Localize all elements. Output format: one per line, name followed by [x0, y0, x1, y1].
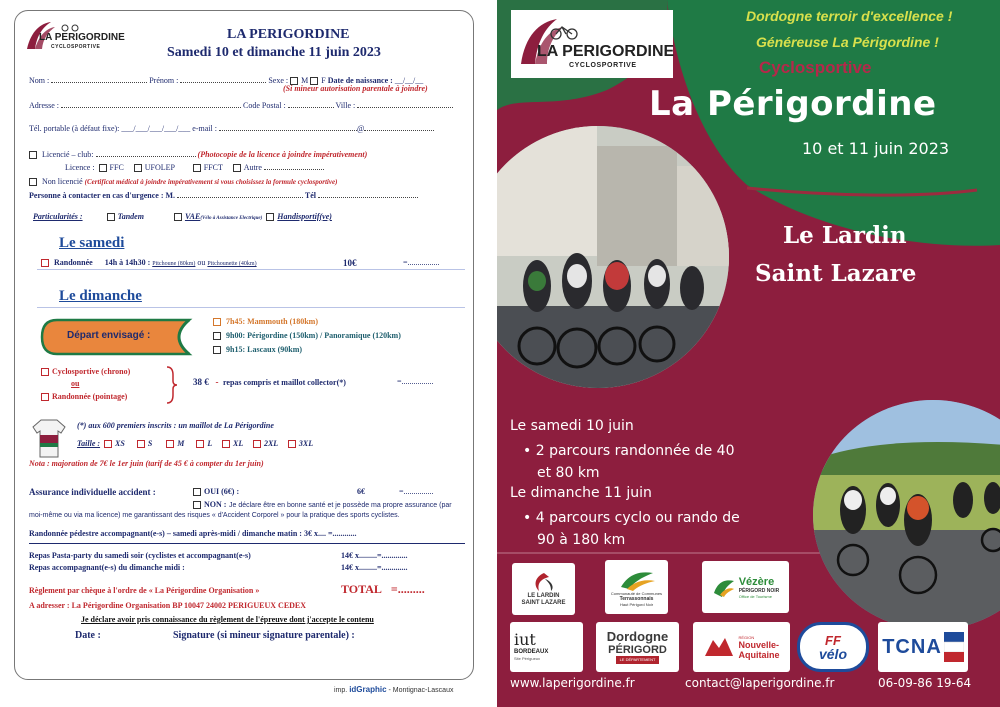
ufolep-label: UFOLEP [144, 163, 175, 172]
dimanche-ou: ou [71, 379, 80, 388]
samedi-title: Le samedi 10 juin [510, 418, 634, 434]
imprint-prefix: imp. [334, 687, 348, 694]
imprint [334, 685, 453, 694]
repas1-label: Repas Pasta-party du samedi soir (cyclistes et accompagnant(e-s) [29, 551, 251, 560]
ville-label: Ville : [335, 101, 356, 110]
option-perigordine [213, 331, 401, 340]
perigordine-text: Périgordine (150km) / Panoramique (120km) [247, 331, 401, 340]
assurance-oui-label: OUI (6€) : [204, 487, 240, 496]
bicycle-icon [549, 24, 579, 40]
prenom-field[interactable] [180, 74, 266, 83]
slogan-2: Généreuse La Périgordine ! [756, 34, 939, 50]
particularites-row [33, 212, 332, 221]
repas-rule [29, 543, 465, 544]
sexe-m-label: M [301, 76, 309, 85]
brochure-logo-name: LA PERIGORDINE [537, 43, 675, 60]
jersey-icon [31, 417, 67, 464]
size-l-checkbox[interactable] [196, 440, 204, 448]
samedi-ou: ou [197, 258, 206, 267]
form-logo-sub: CYCLOSPORTIVE [51, 44, 101, 50]
autre-field[interactable] [264, 161, 324, 170]
sponsor-ff-velo [797, 622, 869, 672]
sponsor-terrassonnais [605, 560, 668, 614]
size-2xl-label: 2XL [263, 439, 278, 448]
nom-label: Nom : [29, 76, 50, 85]
certificate-note: (Certificat médical à joindre impérativement si vous choisissez la formule cyclosportive) [84, 178, 338, 186]
brochure-logo-sub: CYCLOSPORTIVE [569, 62, 637, 69]
pitchoune-label: Pitchoune (80km) [152, 261, 196, 267]
prenom-label: Prénom : [149, 76, 179, 85]
majoration-note: Nota : majoration de 7€ le 1er juin (tarif de 45 € à compter du 1er juin) [29, 459, 264, 468]
pitchounette-label: Pitchounette (40km) [207, 261, 257, 267]
samedi-rule [37, 269, 465, 270]
ffct-label: FFCT [203, 163, 223, 172]
region-line3: Aquitaine [738, 649, 780, 660]
samedi-row [41, 258, 257, 267]
total-field[interactable]: =......... [390, 582, 425, 596]
iut-line3: Site Périgueux [514, 656, 541, 661]
assurance-total-field[interactable]: =............... [399, 487, 434, 496]
ville-field[interactable] [357, 99, 453, 108]
handisport-checkbox[interactable] [266, 213, 274, 221]
sponsor-iut [510, 622, 583, 672]
dimanche-total-field[interactable]: =................ [397, 377, 434, 386]
emergency-tel-field[interactable] [318, 189, 418, 198]
autre-checkbox[interactable] [233, 164, 241, 172]
dimanche-heading: Le dimanche [59, 288, 142, 304]
lascaux-checkbox[interactable] [213, 346, 221, 354]
imprint-suffix: - Montignac-Lascaux [388, 687, 454, 694]
ffc-checkbox[interactable] [99, 164, 107, 172]
mammouth-time: 7h45: [226, 317, 246, 326]
maillot-note: (*) aux 600 premiers inscrits : un maillot de La Périgordine [77, 421, 274, 430]
cp-label: Code Postal : [243, 101, 286, 110]
le-lardin-logo-icon [529, 571, 559, 593]
size-l-label: L [207, 439, 213, 448]
rando-accompagnant-row: Randonnée pédestre accompagnant(e-s) – samedi après-midi / dimanche matin : 3€ x.... =............ [29, 529, 357, 538]
samedi-randonnee-label: Randonnée [54, 258, 93, 267]
perigordine-time: 9h00: [226, 331, 246, 340]
samedi-randonnee-checkbox[interactable] [41, 259, 49, 267]
size-xl-checkbox[interactable] [222, 440, 230, 448]
lascaux-time: 9h15: [226, 345, 246, 354]
contact-row [29, 122, 434, 133]
non-licencie-label: Non licencié [42, 177, 83, 186]
tandem-checkbox[interactable] [107, 213, 115, 221]
repas2-label: Repas accompagnant(e-s) du dimanche midi : [29, 563, 185, 572]
reglement-note: Règlement par chèque à l'ordre de « La Périgordine Organisation » [29, 586, 260, 595]
terrassonnais-line3: Haut Périgord Noir [619, 602, 654, 607]
ffvelo-line1: FF [825, 632, 841, 648]
dimanche-price-note: repas compris et maillot collector(*) [223, 378, 346, 387]
licencie-checkbox[interactable] [29, 151, 37, 159]
dordogne-line3: LE DÉPARTEMENT [616, 656, 660, 664]
phone-number: 06-09-86 19-64 [878, 676, 972, 690]
assurance-oui-checkbox[interactable] [193, 488, 201, 496]
imprint-brand: idGraphic [349, 685, 387, 694]
size-xs-label: XS [115, 439, 125, 448]
handisport-label: Handisportif(ve) [277, 212, 332, 221]
location-2: Saint Lazare [755, 260, 917, 287]
adresser-note: A adresser : La Périgordine Organisation BP 10047 24002 PERIGUEUX CEDEX [29, 601, 307, 610]
terrassonnais-logo-icon [617, 567, 657, 591]
assurance-label: Assurance individuelle accident : [29, 487, 156, 497]
form-logo-name: LA PERIGORDINE [39, 32, 125, 43]
mammouth-checkbox[interactable] [213, 318, 221, 326]
samedi-total-field[interactable]: =................ [403, 258, 440, 267]
tcna-flag-icon [944, 632, 964, 662]
assurance-price: 6€ [357, 487, 365, 496]
iut-line1: iut [514, 630, 536, 649]
location-1: Le Lardin [783, 222, 907, 249]
nom-field[interactable] [51, 74, 147, 83]
option-lascaux [213, 345, 302, 354]
sexe-label: Sexe : [268, 76, 289, 85]
registration-form [14, 10, 474, 680]
dimanche-price-row [193, 377, 346, 387]
cyclo-checkbox[interactable] [41, 368, 49, 376]
licence-label: Licence : [65, 163, 95, 172]
email-field[interactable] [219, 122, 357, 131]
kicker: Cyclosportive [759, 58, 872, 77]
naissance-label: Date de naissance : [327, 76, 393, 85]
club-label: Licencié – club: [42, 150, 94, 159]
declaration: Je déclare avoir pris connaissance du règlement de l'épreuve dont j'accepte le contenu [81, 615, 374, 624]
dimanche-rule [37, 307, 465, 308]
assurance-non-text: Je déclare être en bonne santé et je possède ma propre assurance (par moi-même ou via ma licence) me garantissant des risques « d'Accident Corporel » pour la pratique des sports cyclistes. [29, 502, 452, 519]
taille-row [77, 439, 313, 448]
ffvelo-line2: vélo [818, 645, 847, 662]
form-title: LA PERIGORDINE [227, 27, 350, 42]
brochure [497, 0, 1000, 707]
minor-note: (Si mineur autorisation parentale à joindre) [283, 84, 428, 93]
tcna-line1: TCNA [882, 635, 942, 658]
adresse-label: Adresse : [29, 101, 59, 110]
ufolep-checkbox[interactable] [134, 164, 142, 172]
email-domain-field[interactable] [364, 122, 434, 131]
vae-label: VAE [184, 212, 201, 221]
cyclo-row [41, 367, 130, 376]
repas2-price: 14€ x.........=............. [341, 563, 408, 572]
vezere-line1: Vézère [738, 575, 775, 588]
brochure-title: La Périgordine [649, 84, 937, 124]
samedi-bullet-text: 2 parcours randonnée de 40 et 80 km [535, 443, 735, 481]
assurance-non-label: NON : [204, 500, 227, 509]
le-lardin-line1: LE LARDIN [527, 593, 560, 599]
vezere-logo-icon [712, 575, 736, 599]
samedi-heading: Le samedi [59, 235, 125, 251]
size-s-checkbox[interactable] [137, 440, 145, 448]
adresse-field[interactable] [61, 99, 241, 108]
dimanche-dash: - [215, 377, 219, 387]
club-field[interactable] [96, 148, 196, 157]
dimanche-title: Le dimanche 11 juin [510, 485, 652, 501]
vae-note: (Vélo à Assistance Electrique) [200, 216, 263, 221]
repas1-price: 14€ x.........=............. [341, 551, 408, 560]
size-s-label: S [147, 439, 153, 448]
vae-checkbox[interactable] [174, 213, 182, 221]
dordogne-line2: PÉRIGORD [608, 644, 667, 656]
sponsor-le-lardin [512, 563, 575, 615]
brochure-logo-icon [517, 14, 567, 70]
rando-label: Randonnée (pointage) [52, 392, 128, 401]
size-2xl-checkbox[interactable] [253, 440, 261, 448]
assurance-oui-row [193, 487, 239, 496]
tel-label: Tél. portable (à défaut fixe): [29, 124, 120, 133]
email-label: e-mail : [192, 124, 217, 133]
lascaux-text: Lascaux (90km) [247, 345, 303, 354]
rando-row [41, 392, 127, 401]
ffc-label: FFC [109, 163, 124, 172]
mammouth-text: Mammouth (180km) [247, 317, 319, 326]
sexe-f-label: F [321, 76, 326, 85]
iut-line2: BORDEAUX [514, 649, 549, 655]
cyclo-label: Cyclosportive (chrono) [52, 367, 131, 376]
sponsor-nouvelle-aquitaine [693, 622, 790, 672]
dimanche-price: 38 € [193, 377, 209, 387]
size-m-checkbox[interactable] [166, 440, 174, 448]
sponsor-vezere [702, 561, 789, 613]
size-3xl-label: 3XL [298, 439, 314, 448]
club-row [29, 148, 367, 159]
size-3xl-checkbox[interactable] [288, 440, 296, 448]
tel-field[interactable]: ___/___/___/___/___ [121, 124, 191, 133]
cp-field[interactable] [288, 99, 334, 108]
nouvelle-aquitaine-logo-icon [703, 634, 735, 660]
non-licencie-checkbox[interactable] [29, 178, 37, 186]
autre-label: Autre [243, 163, 262, 172]
emergency-name-field[interactable] [177, 189, 303, 198]
date-label: Date : [75, 630, 101, 641]
depart-label: Départ envisagé : [67, 330, 151, 341]
brochure-dates: 10 et 11 juin 2023 [802, 139, 950, 158]
vezere-line2: PÉRIGORD NOIR [738, 587, 780, 594]
dimanche-bullet-text: 4 parcours cyclo ou rando de 90 à 180 km [535, 510, 740, 548]
region-line2: Nouvelle- [738, 639, 779, 650]
form-dates: Samedi 10 et dimanche 11 juin 2023 [167, 45, 381, 60]
non-licencie-row [29, 177, 337, 186]
samedi-bullet: • 2 parcours randonnée de 40 et 80 km [523, 443, 735, 481]
brace-icon [165, 365, 179, 410]
terrassonnais-line2: Terrassonnais [619, 596, 654, 602]
naissance-field[interactable]: __/__/__ [394, 76, 424, 85]
size-xl-label: XL [233, 439, 243, 448]
at-sign: @ [356, 124, 365, 133]
total-row [341, 582, 425, 597]
sponsor-dordogne [596, 622, 679, 672]
website-link[interactable]: www.laperigordine.fr [510, 676, 635, 690]
signature-label: Signature (si mineur signature parentale) : [173, 630, 355, 641]
size-xs-checkbox[interactable] [104, 440, 112, 448]
vezere-line3: Office de Tourisme [738, 593, 772, 599]
perigordine-checkbox[interactable] [213, 332, 221, 340]
emergency-row [29, 189, 418, 200]
sponsor-tcna [878, 622, 968, 672]
dimanche-bullet: • 4 parcours cyclo ou rando de 90 à 180 km [523, 510, 740, 548]
samedi-price: 10€ [343, 258, 357, 268]
tandem-label: Tandem [117, 212, 144, 221]
size-m-label: M [177, 439, 185, 448]
emergency-tel-label: Tél [304, 191, 317, 200]
total-label: TOTAL [341, 582, 382, 596]
samedi-time: 14h à 14h30 : [104, 258, 151, 267]
contact-email[interactable]: contact@laperigordine.fr [685, 676, 835, 690]
address-row [29, 99, 453, 110]
photocopy-note: (Photocopie de la licence à joindre impérativement) [197, 150, 368, 159]
particularites-label: Particularités : [33, 212, 83, 221]
taille-label: Taille : [77, 439, 101, 448]
option-mammouth [213, 317, 318, 326]
region-line1: RÉGION [738, 634, 755, 640]
licence-type-row [65, 161, 324, 172]
le-lardin-line2: SAINT LAZARE [521, 600, 566, 606]
rando-checkbox[interactable] [41, 393, 49, 401]
dordogne-line1: Dordogne [606, 629, 669, 644]
slogan-1: Dordogne terroir d'excellence ! [746, 8, 953, 24]
emergency-label: Personne à contacter en cas d'urgence : M. [29, 191, 176, 200]
ffct-checkbox[interactable] [193, 164, 201, 172]
terrassonnais-line1: Communauté de Communes [610, 591, 663, 596]
brochure-logo [511, 10, 673, 78]
